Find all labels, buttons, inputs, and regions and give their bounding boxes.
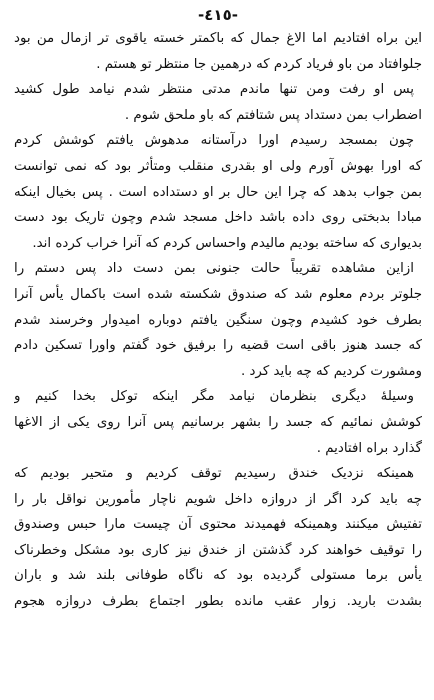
paragraph-6	[14, 461, 422, 615]
paragraph-5	[14, 384, 422, 461]
paragraph-3	[14, 128, 422, 256]
text-line: کوشش نمائیم که جسد را بشهر برسانیم پس آنرا روی یکی از الاغها	[14, 414, 422, 430]
text-line: گذارد براه افتادیم .	[316, 440, 422, 456]
text-line: چه باید کرد اگر از دروازه داخل شویم ناچار مأمورین نواقل بار را	[14, 491, 422, 507]
text-line: که جسد هنوز باقی است قضیه را برفیق خود گفتم واورا تسکین دادم	[14, 338, 422, 354]
text-line: که اورا بهوش آورم ولی او بقدری منقلب ومتأثر بود که نمی توانست	[14, 158, 422, 174]
text-line: تفتیش میکنند وهمینکه فهمیدند محتوی آن چیست مارا حبس وصندوق	[14, 517, 422, 533]
text-line: پس او رفت ومن تنها ماندم مدتی منتظر شدم نیامد طول کشید	[14, 82, 414, 98]
text-line: جلوافتاد من باو فریاد کردم که درهمین جا منتظر تو هستم .	[96, 56, 422, 72]
text-line: بشدت بارید. زوار عقب مانده بطور اجتماع بطرف دروازه هجوم	[14, 594, 422, 610]
paragraph-4	[14, 256, 422, 384]
text-line: ازاین مشاهده تقریباً حالت جنونی بمن دست داد پس دستم را	[14, 261, 414, 277]
page-number: -٤١٥-	[198, 6, 238, 24]
text-line: اضطراب بمن دستداد پس شتافتم که باو ملحق شوم .	[124, 107, 422, 123]
text-line: چون بمسجد رسیدم اورا درآستانه مدهوش یافتم کوشش کردم	[14, 133, 414, 149]
text-line: جلوتر بردم معلوم شد که صندوق شکسته شده است باکمال یأس آنرا	[14, 286, 422, 302]
text-line: این براه افتادیم اما الاغ جمال که باکمتر خسته یاقوی تر ازمال من بود	[14, 31, 422, 46]
paragraph-1	[14, 26, 422, 77]
text-line: بطرف خود کشیدم وچون سنگین یافتم دوباره امیدوار وخرسند شدم	[14, 312, 422, 328]
text-line: را توقیف خواهند کرد گذشتن از خندق نیز کاری بود مشکل وخطرناک	[14, 542, 422, 558]
paragraph-2	[14, 77, 422, 128]
text-line: بدیواری که ساخته بودیم مالیدم واحساس کردم که آنرا خراب کرده اند.	[32, 235, 422, 251]
text-line: ومشورت کردیم که چه باید کرد .	[240, 363, 422, 379]
text-line: بمن جواب بدهد که چرا این حال بر او دستداده است . پس بخیال اینکه	[14, 184, 422, 200]
text-line: وسیلهٔ دیگری بنظرمان نیامد مگر اینکه توکل بخدا کنیم و	[14, 389, 414, 405]
body-text	[14, 26, 422, 615]
text-line: یأس برما مستولی گردیده بود که ناگاه طوفانی بلند شد و باران	[14, 568, 422, 584]
text-line: مبادا بدبختی روی داده باشد داخل مسجد شدم وچون تاریک بود دست	[14, 210, 422, 226]
text-line: همینکه نزدیک خندق رسیدیم توقف کردیم و متحیر بودیم که	[14, 466, 414, 482]
